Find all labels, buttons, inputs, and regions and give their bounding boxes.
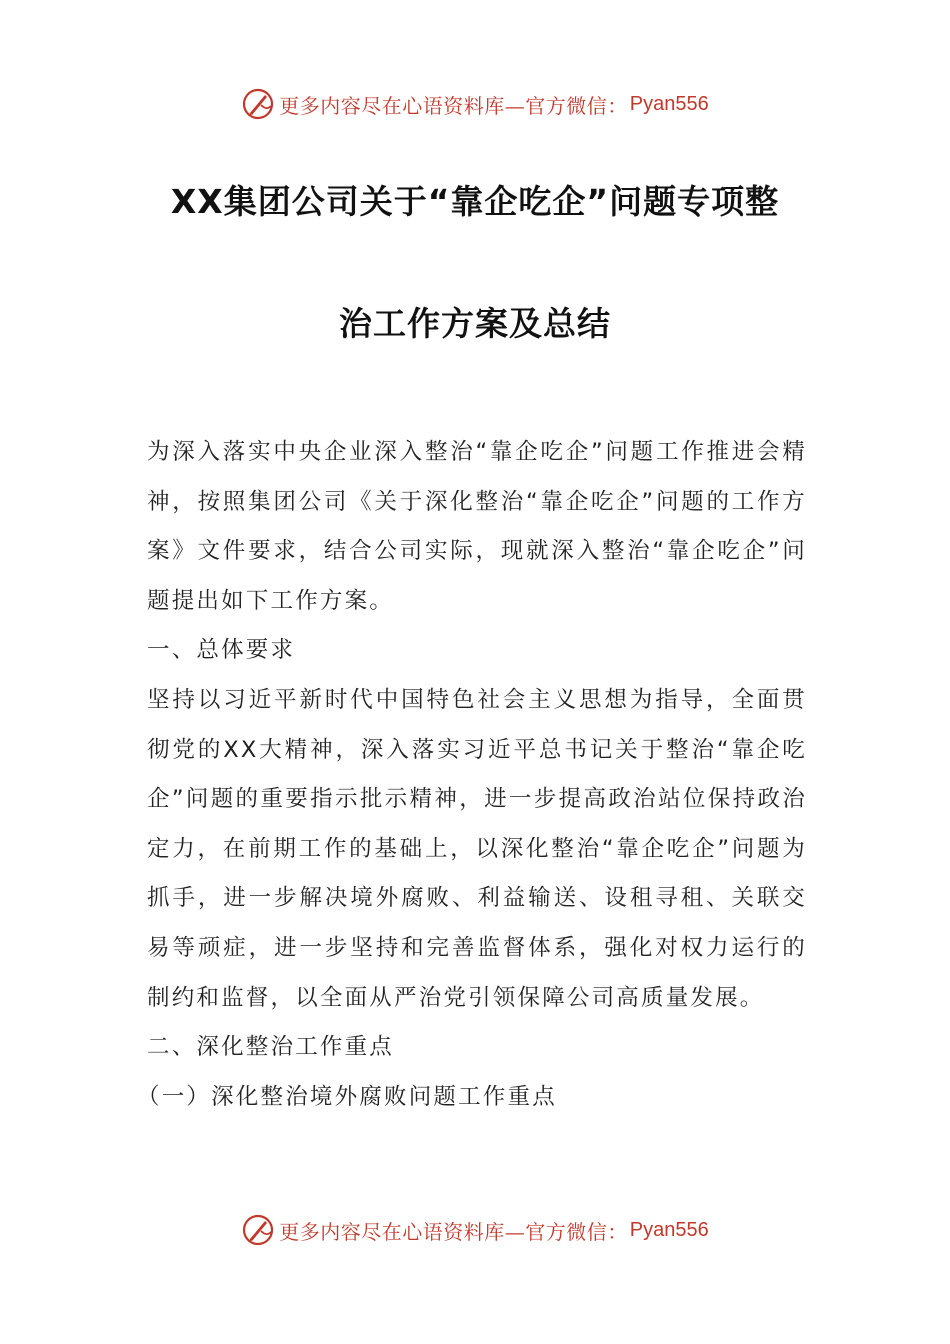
document-body xyxy=(137,428,807,1122)
watermark-wechat-id: Pyan556 xyxy=(629,1218,709,1241)
watermark-text: 更多内容尽在心语资料库—官方微信： xyxy=(279,1219,628,1244)
quill-pen-logo-icon xyxy=(241,1213,275,1247)
document-title-line-1: XX集团公司关于“靠企吃企”问题专项整 xyxy=(170,182,780,221)
document-title-line-2: 治工作方案及总结 xyxy=(339,304,611,343)
section-2-heading: 二、深化整治工作重点 xyxy=(147,1034,395,1061)
watermark-banner-top xyxy=(0,84,950,124)
watermark-text: 更多内容尽在心语资料库—官方微信： xyxy=(279,93,628,118)
watermark-banner-bottom xyxy=(0,1210,950,1250)
section-1-body: 坚持以习近平新时代中国特色社会主义思想为指导，全面贯彻党的XX大精神，深入落实习近平总书记关于整治“靠企吃企”问题的重要指示批示精神，进一步提高政治站位保持政治定力，在前期工作的基础上，以深化整治“靠企吃企”问题为抓手，进一步解决境外腐败、利益输送、设租寻租、关联交易等顽症，进一步坚持和完善监督体系，强化对权力运行的制约和监督，以全面从严治党引领保障公司高质量发展。 xyxy=(147,686,807,1011)
quill-pen-logo-icon xyxy=(241,87,275,121)
section-1-heading: 一、总体要求 xyxy=(147,637,296,664)
intro-paragraph: 为深入落实中央企业深入整治“靠企吃企”问题工作推进会精神，按照集团公司《关于深化整治“靠企吃企”问题的工作方案》文件要求，结合公司实际，现就深入整治“靠企吃企”问题提出如下工作方案。 xyxy=(147,439,807,614)
section-2-subheading-1: （一）深化整治境外腐败问题工作重点 xyxy=(137,1083,557,1110)
watermark-wechat-id: Pyan556 xyxy=(629,92,709,115)
